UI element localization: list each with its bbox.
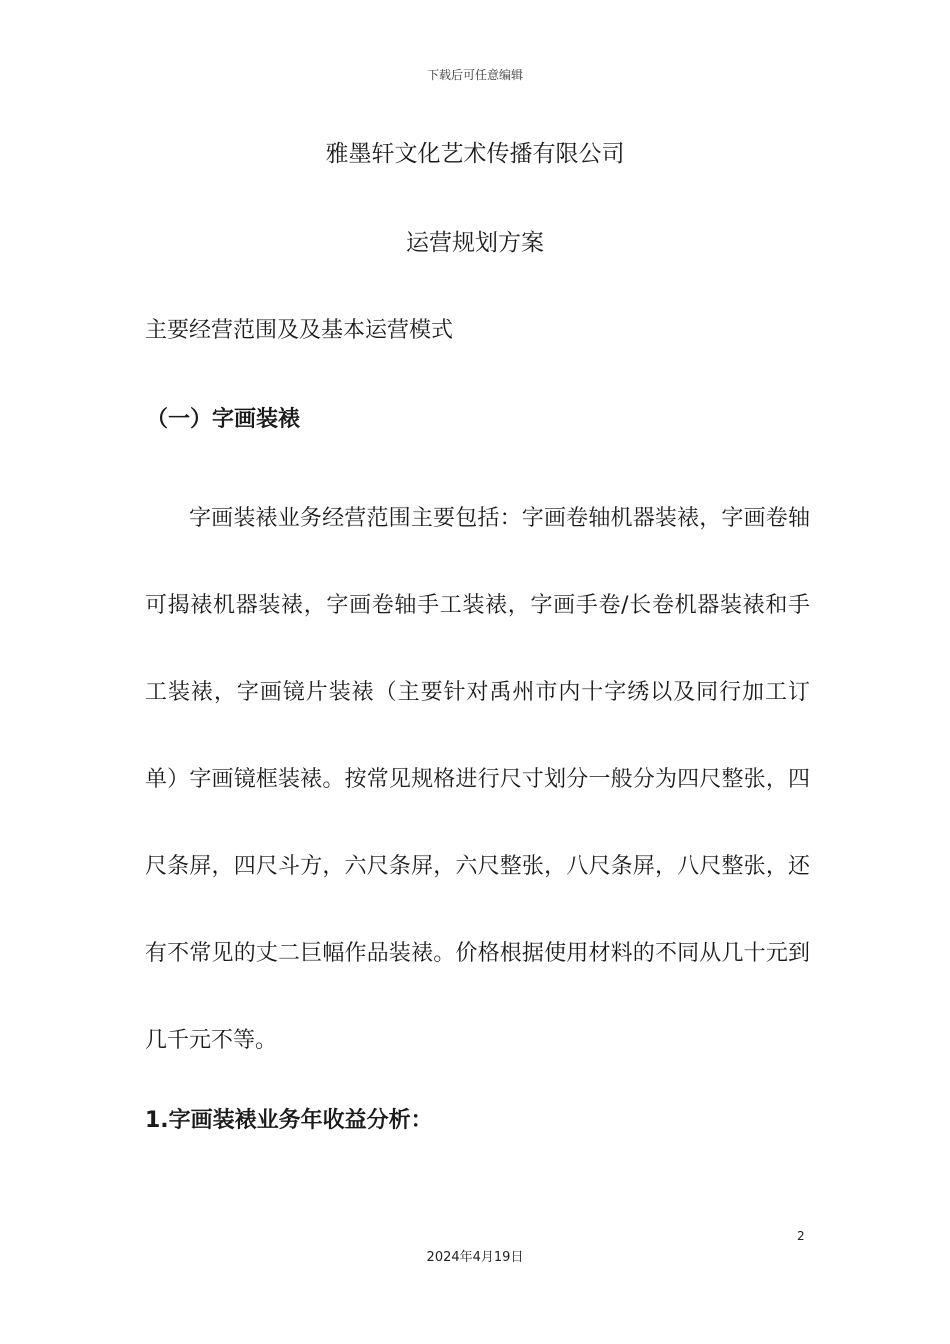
page-number: 2 <box>797 1229 805 1243</box>
body-paragraph: 字画装裱业务经营范围主要包括：字画卷轴机器装裱，字画卷轴可揭裱机器装裱，字画卷轴手工装裱，字画手卷/长卷机器装裱和手工装裱，字画镜片装裱（主要针对禹州市内十字绣以及同行加工订单）字画镜框装裱。按常见规格进行尺寸划分一般分为四尺整张，四尺条屏，四尺斗方，六尺条屏，六尺整张，八尺条屏，八尺整张，还有不常见的丈二巨幅作品装裱。价格根据使用材料的不同从几十元到几千元不等。 <box>145 506 810 1053</box>
section-heading-main: 主要经营范围及及基本运营模式 <box>145 318 454 343</box>
footer-date: 2024年4月19日 <box>426 1250 524 1265</box>
plan-title: 运营规划方案 <box>406 230 544 256</box>
section-heading-one: （一）字画装裱 <box>146 407 301 432</box>
header-note: 下载后可任意编辑 <box>426 68 523 82</box>
company-title: 雅墨轩文化艺术传播有限公司 <box>325 141 625 167</box>
subsection-heading-analysis: 1.字画装裱业务年收益分析： <box>145 1108 433 1133</box>
